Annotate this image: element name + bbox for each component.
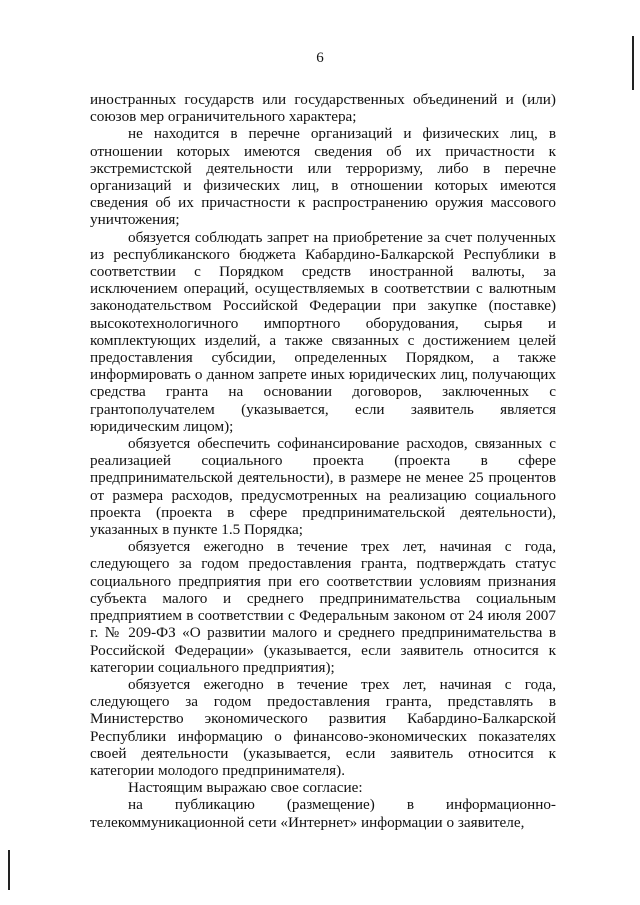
paragraph-6: обязуется ежегодно в течение трех лет, начиная с года, следующего за годом предоставления гранта, представлять в Министерство экономического развития Кабардино-Балкарской Республики информацию о финансово-экономических показателях своей деятельности (указывается, если заявитель относится к категории молодого предпринимателя). (90, 675, 556, 779)
paragraph-1: иностранных государств или государственных объединений и (или) союзов мер ограничительного характера; (90, 91, 556, 126)
paragraph-8: на публикацию (размещение) в информационно-телекоммуникационной сети «Интернет» информации о заявителе, (90, 796, 556, 831)
paragraph-3: обязуется соблюдать запрет на приобретение за счет полученных из республиканского бюджета Кабардино-Балкарской Республики в соответствии с Порядком средств иностранной валюты, за исключением операций, осуществляемых в соответствии с валютным законодательством Российской Федерации при закупке (поставке) высокотехнологичного импортного оборудования, сырья и комплектующих изделий, а также связанных с достижением целей предоставления субсидии, определенных Порядком, а также информировать о данном запрете иных юридических лиц, получающих средства гранта на основании договоров, заключенных с грантополучателем (указывается, если заявитель является юридическим лицом); (90, 228, 556, 435)
paragraph-4: обязуется обеспечить софинансирование расходов, связанных с реализацией социального проекта (проекта в сфере предпринимательской деятельности), в размере не менее 25 процентов от размера расходов, предусмотренных на реализацию социального проекта (проекта в сфере предпринимательской деятельности), указанных в пункте 1.5 Порядка; (90, 435, 556, 539)
paragraph-5: обязуется ежегодно в течение трех лет, начиная с года, следующего за годом предоставления гранта, подтверждать статус социального предприятия при его соответствии условиям признания субъекта малого и среднего предпринимательства социальным предприятием в соответствии с Федеральным законом от 24 июля 2007 г. № 209-ФЗ «О развитии малого и среднего предпринимательства в Российской Федерации» (указывается, если заявитель относится к категории социального предприятия); (90, 538, 556, 676)
document-body (90, 91, 556, 831)
scan-edge-mark-bottom (8, 850, 10, 890)
page-number: 6 (316, 50, 324, 66)
paragraph-7: Настоящим выражаю свое согласие: (128, 779, 363, 797)
paragraph-2: не находится в перечне организаций и физических лиц, в отношении которых имеются сведения об их причастности к экстремистской деятельности или терроризму, либо в перечне организаций и физических лиц, в отношении которых имеются сведения об их причастности к распространению оружия массового уничтожения; (90, 125, 556, 229)
